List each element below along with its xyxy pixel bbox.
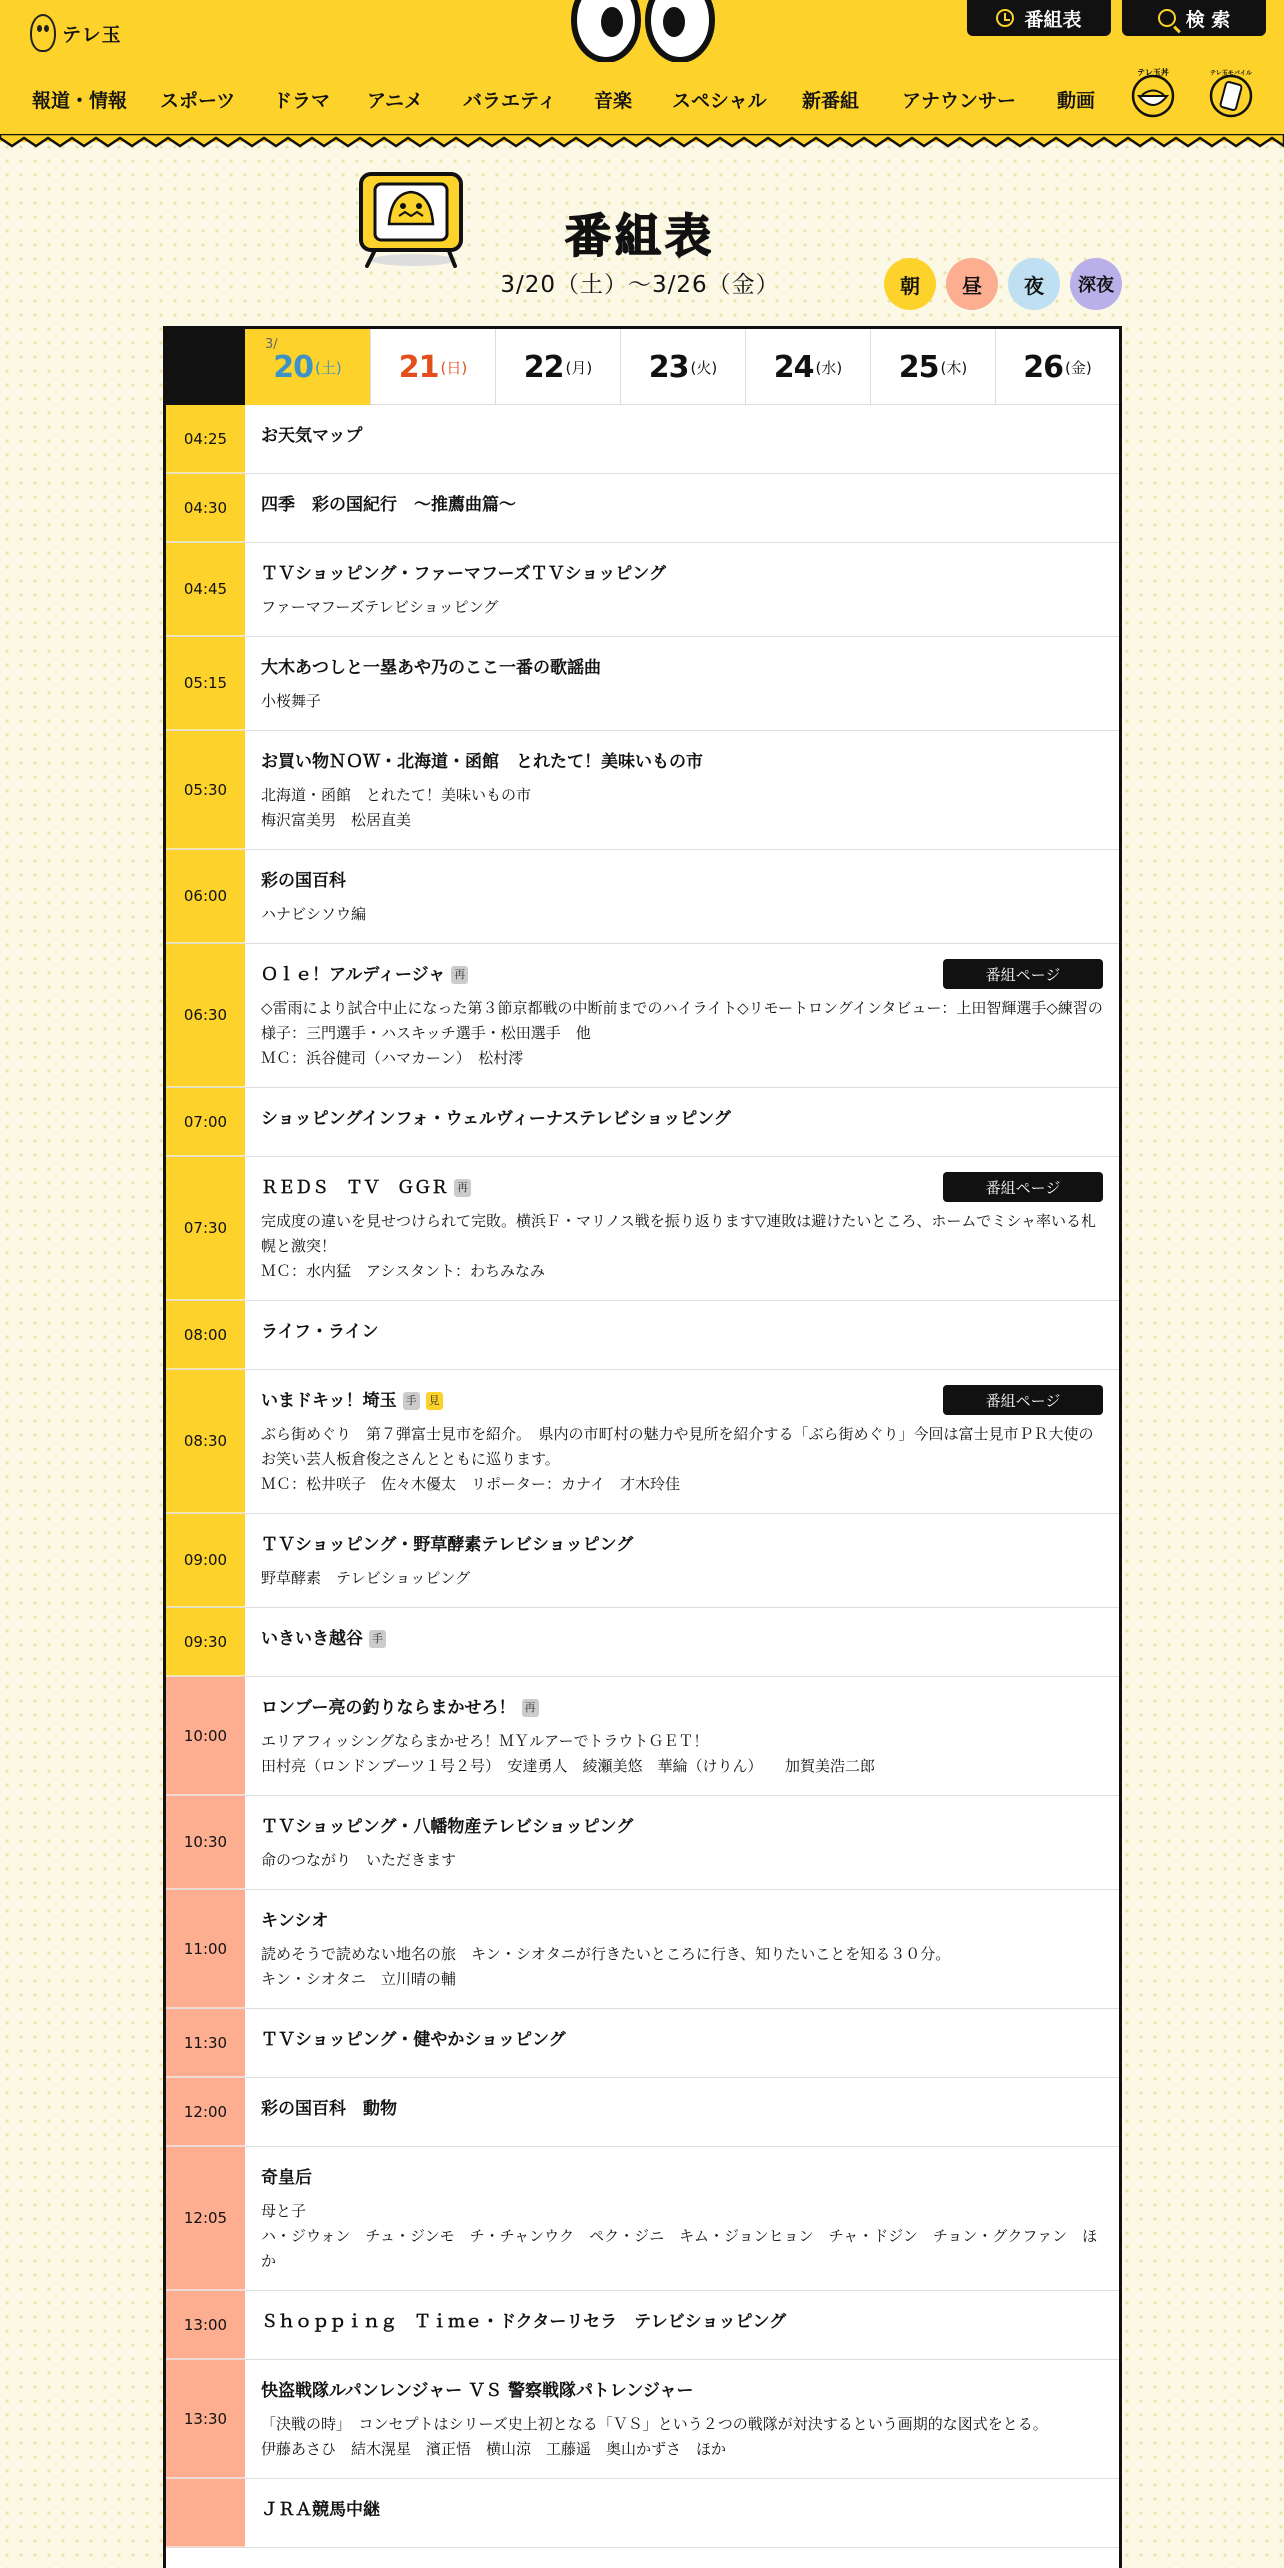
date-range: 3/20（土）〜3/26（金） [500, 272, 780, 298]
program-title[interactable]: ロンブー亮の釣りならまかせろ！ [261, 1698, 516, 1718]
site-logo[interactable] [30, 14, 122, 52]
program-description: 「決戦の時」 コンセプトはシリーズ史上初となる「ＶＳ」という２つの戦隊が対決するという画期的な図式をとる。 伊藤あさひ 結木滉星 濱正悟 横山涼 工藤遥 奥山かずさ ほか [261, 2415, 1048, 2458]
nav-anime[interactable]: アニメ [367, 90, 424, 112]
program-description: ファーマフーズテレビショッピング [261, 598, 499, 616]
program-body [245, 2360, 1119, 2478]
time-of-day-night[interactable] [1008, 258, 1060, 310]
program-body [245, 1088, 1119, 1156]
program-time: 12:00 [166, 2078, 245, 2146]
program-title[interactable]: ＴＶショッピング・野草酵素テレビショッピング [261, 1535, 634, 1555]
program-body [245, 731, 1119, 849]
program-body [245, 2009, 1119, 2077]
day-tab-weekday: (金) [1065, 358, 1092, 377]
day-tab-number: 24 [773, 349, 814, 385]
nav-special[interactable]: スペシャル [672, 90, 767, 112]
tod-noon-label: 昼 [962, 273, 982, 298]
day-tab-number: 23 [648, 349, 689, 385]
tv-mascot-icon [355, 168, 465, 270]
program-time: 09:30 [166, 1608, 245, 1676]
program-badge: 手 [369, 1630, 386, 1648]
nav-sports[interactable]: スポーツ [160, 90, 236, 112]
program-badge: 再 [454, 1179, 471, 1197]
mobile-icon[interactable] [1208, 66, 1254, 118]
program-body [245, 474, 1119, 542]
program-body [245, 2291, 1119, 2359]
program-body [245, 2147, 1119, 2290]
program-row [166, 2147, 1119, 2291]
program-row [166, 543, 1119, 637]
program-title-row [261, 2028, 1103, 2052]
program-time: 04:30 [166, 474, 245, 542]
header-zigzag-edge [0, 134, 1284, 150]
program-description: ハナビシソウ編 [261, 905, 367, 923]
program-title[interactable]: ショッピングインフォ・ウェルヴィーナステレビショッピング [261, 1109, 731, 1129]
search-icon [1158, 9, 1176, 27]
day-tabs [166, 329, 1119, 405]
mascot-eyes-icon [570, 0, 716, 62]
program-row [166, 1890, 1119, 2009]
program-row [166, 1370, 1119, 1514]
program-row [166, 1088, 1119, 1157]
program-title-row [261, 493, 1103, 517]
program-row [166, 2078, 1119, 2147]
day-tab-24[interactable] [745, 329, 870, 405]
program-description: 小桜舞子 [261, 692, 322, 710]
schedule-table [163, 326, 1122, 2568]
day-tab-20[interactable] [245, 329, 370, 405]
page-title: 番組表 [565, 209, 715, 263]
program-title[interactable]: ＲＥＤＳ ＴＶ ＧＧＲ [261, 1178, 448, 1198]
day-tab-weekday: (土) [315, 358, 342, 377]
program-body [245, 1890, 1119, 2008]
day-tab-number: 26 [1023, 349, 1064, 385]
site-header [0, 0, 1284, 142]
nav-drama[interactable]: ドラマ [273, 90, 331, 112]
day-tab-26[interactable] [995, 329, 1119, 405]
day-tab-number: 25 [898, 349, 939, 385]
program-row [166, 2291, 1119, 2360]
program-time: 05:30 [166, 731, 245, 849]
program-row [166, 2479, 1119, 2548]
program-description: 母と子 ハ・ジウォン チュ・ジンモ チ・チャンウク ペク・ジニ キム・ジョンヒョン チャ・ドジン チョン・グクファン ほか [261, 2202, 1098, 2270]
nav-video[interactable]: 動画 [1057, 90, 1096, 112]
program-description: ぶら街めぐり 第７弾富士見市を紹介。 県内の市町村の魅力や見所を紹介する「ぶら街めぐり」今回は富士見市ＰＲ大使のお笑い芸人板倉俊之さんとともに巡ります。 ＭＣ：松井咲子 佐々木優太 リポーター：カナイ 才木玲佳 [261, 1425, 1094, 1493]
program-body [245, 543, 1119, 636]
nav-announcer[interactable]: アナウンサー [902, 90, 1017, 112]
program-row [166, 850, 1119, 944]
day-tabs-corner [166, 329, 245, 405]
program-title-row [261, 869, 1103, 893]
search-button[interactable] [1122, 0, 1266, 36]
program-title-row [261, 2379, 1103, 2403]
nav-music[interactable]: 音楽 [594, 90, 633, 112]
program-row [166, 2009, 1119, 2078]
program-body [245, 2479, 1119, 2547]
program-time: 07:30 [166, 1157, 245, 1300]
program-title-row [261, 2097, 1103, 2121]
program-title[interactable]: いまドキッ！埼玉 [261, 1391, 397, 1411]
nav-news[interactable]: 報道・情報 [32, 90, 128, 112]
program-title[interactable]: ライフ・ライン [261, 1322, 379, 1342]
day-tab-weekday: (日) [440, 358, 468, 377]
day-tab-number: 21 [398, 349, 439, 385]
day-tab-weekday: (木) [940, 358, 968, 377]
program-row [166, 1157, 1119, 1301]
program-time: 09:00 [166, 1514, 245, 1607]
program-row [166, 1301, 1119, 1370]
program-title[interactable]: キンシオ [261, 1911, 329, 1931]
logo-text: テレ玉 [62, 23, 122, 46]
program-row [166, 1677, 1119, 1796]
program-time: 10:30 [166, 1796, 245, 1889]
program-title-row [261, 656, 1103, 680]
program-title-row [261, 1107, 1103, 1131]
program-title[interactable]: Ｓｈｏｐｐｉｎｇ Ｔｉｍｅ・ドクターリセラ テレビショッピング [261, 2312, 787, 2332]
program-title-row [261, 562, 1103, 586]
program-time: 11:30 [166, 2009, 245, 2077]
day-tab-number: 20 [273, 349, 314, 385]
program-title-row [261, 2310, 1103, 2334]
program-row [166, 944, 1119, 1088]
day-tab-weekday: (月) [565, 358, 593, 377]
program-title-row [261, 1627, 1103, 1651]
program-badge: 再 [451, 966, 468, 984]
program-title-row [261, 1909, 1103, 1933]
day-tab-weekday: (水) [815, 358, 843, 377]
program-time: 04:25 [166, 405, 245, 473]
program-time: 07:00 [166, 1088, 245, 1156]
program-title[interactable]: 四季 彩の国紀行 ～推薦曲篇～ [261, 495, 516, 515]
program-row [166, 1514, 1119, 1608]
day-tab-month: 3/ [265, 337, 278, 352]
program-description: エリアフィッシングならまかせろ！ＭＹルアーでトラウトＧＥＴ！ 田村亮（ロンドンブーツ１号２号） 安達勇人 綾瀬美悠 華綸（けりん） 加賀美浩二郎 [261, 1732, 875, 1775]
day-tab-22[interactable] [495, 329, 620, 405]
program-description: 読めそうで読めない地名の旅 キン・シオタニが行きたいところに行き、知りたいことを知る３０分。 キン・シオタニ 立川晴の輔 [261, 1945, 951, 1988]
program-title-row [261, 2166, 1103, 2190]
day-tab-23[interactable] [620, 329, 745, 405]
program-time: 05:15 [166, 637, 245, 730]
program-title[interactable]: ＴＶショッピング・八幡物産テレビショッピング [261, 1817, 634, 1837]
program-title-row [261, 750, 1103, 774]
program-description: 完成度の違いを見せつけられて完敗。横浜Ｆ・マリノス戦を振り返ります▽連敗は避けたいところ、ホームでミシャ率いる札幌と激突！ ＭＣ：水内猛 アシスタント：わちみなみ [261, 1212, 1097, 1280]
schedule-button-label: 番組表 [1024, 8, 1082, 31]
program-body [245, 637, 1119, 730]
tod-morning-label: 朝 [900, 273, 920, 298]
time-of-day-morning[interactable] [884, 258, 936, 310]
program-title[interactable]: 彩の国百科 [261, 871, 346, 891]
clock-icon [996, 9, 1014, 27]
rice-bowl-label: テレ玉丼 [1137, 68, 1169, 77]
mobile-label: テレ玉モバイル [1210, 70, 1252, 77]
program-title-row [261, 1696, 1103, 1720]
program-time: 11:00 [166, 1890, 245, 2008]
program-title-row [261, 1815, 1103, 1839]
day-tab-25[interactable] [870, 329, 995, 405]
program-description: ◇雷雨により試合中止になった第３節京都戦の中断前までのハイライト◇リモートロングインタビュー：上田智輝選手◇練習の様子：三門選手・ハスキッチ選手・松田選手 他 ＭＣ：浜谷健司（ハマカーン） 松村澪 [261, 999, 1103, 1067]
main-nav [0, 86, 1100, 118]
program-row [166, 1796, 1119, 1890]
program-time: 12:05 [166, 2147, 245, 2290]
program-title[interactable]: ＴＶショッピング・ファーマフーズＴＶショッピング [261, 564, 666, 584]
program-title[interactable]: ＴＶショッピング・健やかショッピング [261, 2030, 566, 2050]
program-row [166, 474, 1119, 543]
tamatan-mascot-icon [30, 14, 56, 52]
program-row [166, 731, 1119, 850]
program-title-row [261, 2498, 1103, 2522]
program-description: 北海道・函館 とれたて！美味いもの市 梅沢富美男 松居直美 [261, 786, 532, 829]
program-badge: 手 [403, 1392, 420, 1410]
program-time: 06:00 [166, 850, 245, 943]
tod-late-night-label: 深夜 [1078, 275, 1114, 296]
program-title[interactable]: 大木あつしと一塁あや乃のここ一番の歌謡曲 [261, 658, 601, 678]
program-title[interactable]: お買い物ＮＯＷ・北海道・函館 とれたて！美味いもの市 [261, 752, 703, 772]
program-body [245, 1301, 1119, 1369]
program-time: 13:00 [166, 2291, 245, 2359]
program-badge: 見 [426, 1392, 443, 1410]
program-body [245, 1608, 1119, 1676]
program-time: 06:30 [166, 944, 245, 1087]
program-title-row [261, 424, 1103, 448]
program-page-button[interactable]: 番組ページ [943, 959, 1103, 989]
program-title[interactable]: 快盗戦隊ルパンレンジャー ＶＳ 警察戦隊パトレンジャー [261, 2381, 694, 2401]
program-row [166, 2360, 1119, 2479]
program-row [166, 1608, 1119, 1677]
program-description: 野草酵素 テレビショッピング [261, 1569, 471, 1587]
day-tab-number: 22 [523, 349, 564, 385]
program-title[interactable]: ＪＲＡ競馬中継 [261, 2500, 380, 2520]
program-badge: 再 [522, 1699, 539, 1717]
program-time: 13:30 [166, 2360, 245, 2478]
program-body [245, 1514, 1119, 1607]
program-page-button[interactable]: 番組ページ [943, 1172, 1103, 1202]
program-body [245, 1677, 1119, 1795]
nav-variety[interactable]: バラエティ [463, 90, 557, 112]
program-time: 10:00 [166, 1677, 245, 1795]
program-title[interactable]: 奇皇后 [261, 2168, 312, 2188]
program-title[interactable]: 彩の国百科 動物 [261, 2099, 397, 2119]
rice-bowl-icon[interactable] [1130, 66, 1176, 118]
nav-new-programs[interactable]: 新番組 [802, 90, 860, 112]
program-title-row [261, 1320, 1103, 1344]
program-page-button[interactable]: 番組ページ [943, 1385, 1103, 1415]
search-button-label: 検 索 [1185, 8, 1231, 31]
schedule-button[interactable] [967, 0, 1111, 36]
program-title[interactable]: お天気マップ [261, 426, 363, 446]
program-list [166, 405, 1119, 2548]
program-time: 08:00 [166, 1301, 245, 1369]
program-body [245, 2078, 1119, 2146]
program-title[interactable]: Ｏｌｅ！アルディージャ [261, 965, 446, 985]
day-tab-weekday: (火) [690, 358, 718, 377]
program-body [245, 850, 1119, 943]
program-body [245, 405, 1119, 473]
program-row [166, 637, 1119, 731]
time-of-day-noon[interactable] [946, 258, 998, 310]
program-title-row [261, 1533, 1103, 1557]
program-row [166, 405, 1119, 474]
program-time: 04:45 [166, 543, 245, 636]
program-time [166, 2479, 245, 2547]
time-of-day-late-night[interactable] [1070, 258, 1122, 310]
day-tab-21[interactable] [370, 329, 495, 405]
program-time: 08:30 [166, 1370, 245, 1513]
program-description: 命のつながり いただきます [261, 1851, 457, 1869]
tod-night-label: 夜 [1024, 273, 1044, 298]
program-title[interactable]: いきいき越谷 [261, 1629, 363, 1649]
program-body [245, 1796, 1119, 1889]
